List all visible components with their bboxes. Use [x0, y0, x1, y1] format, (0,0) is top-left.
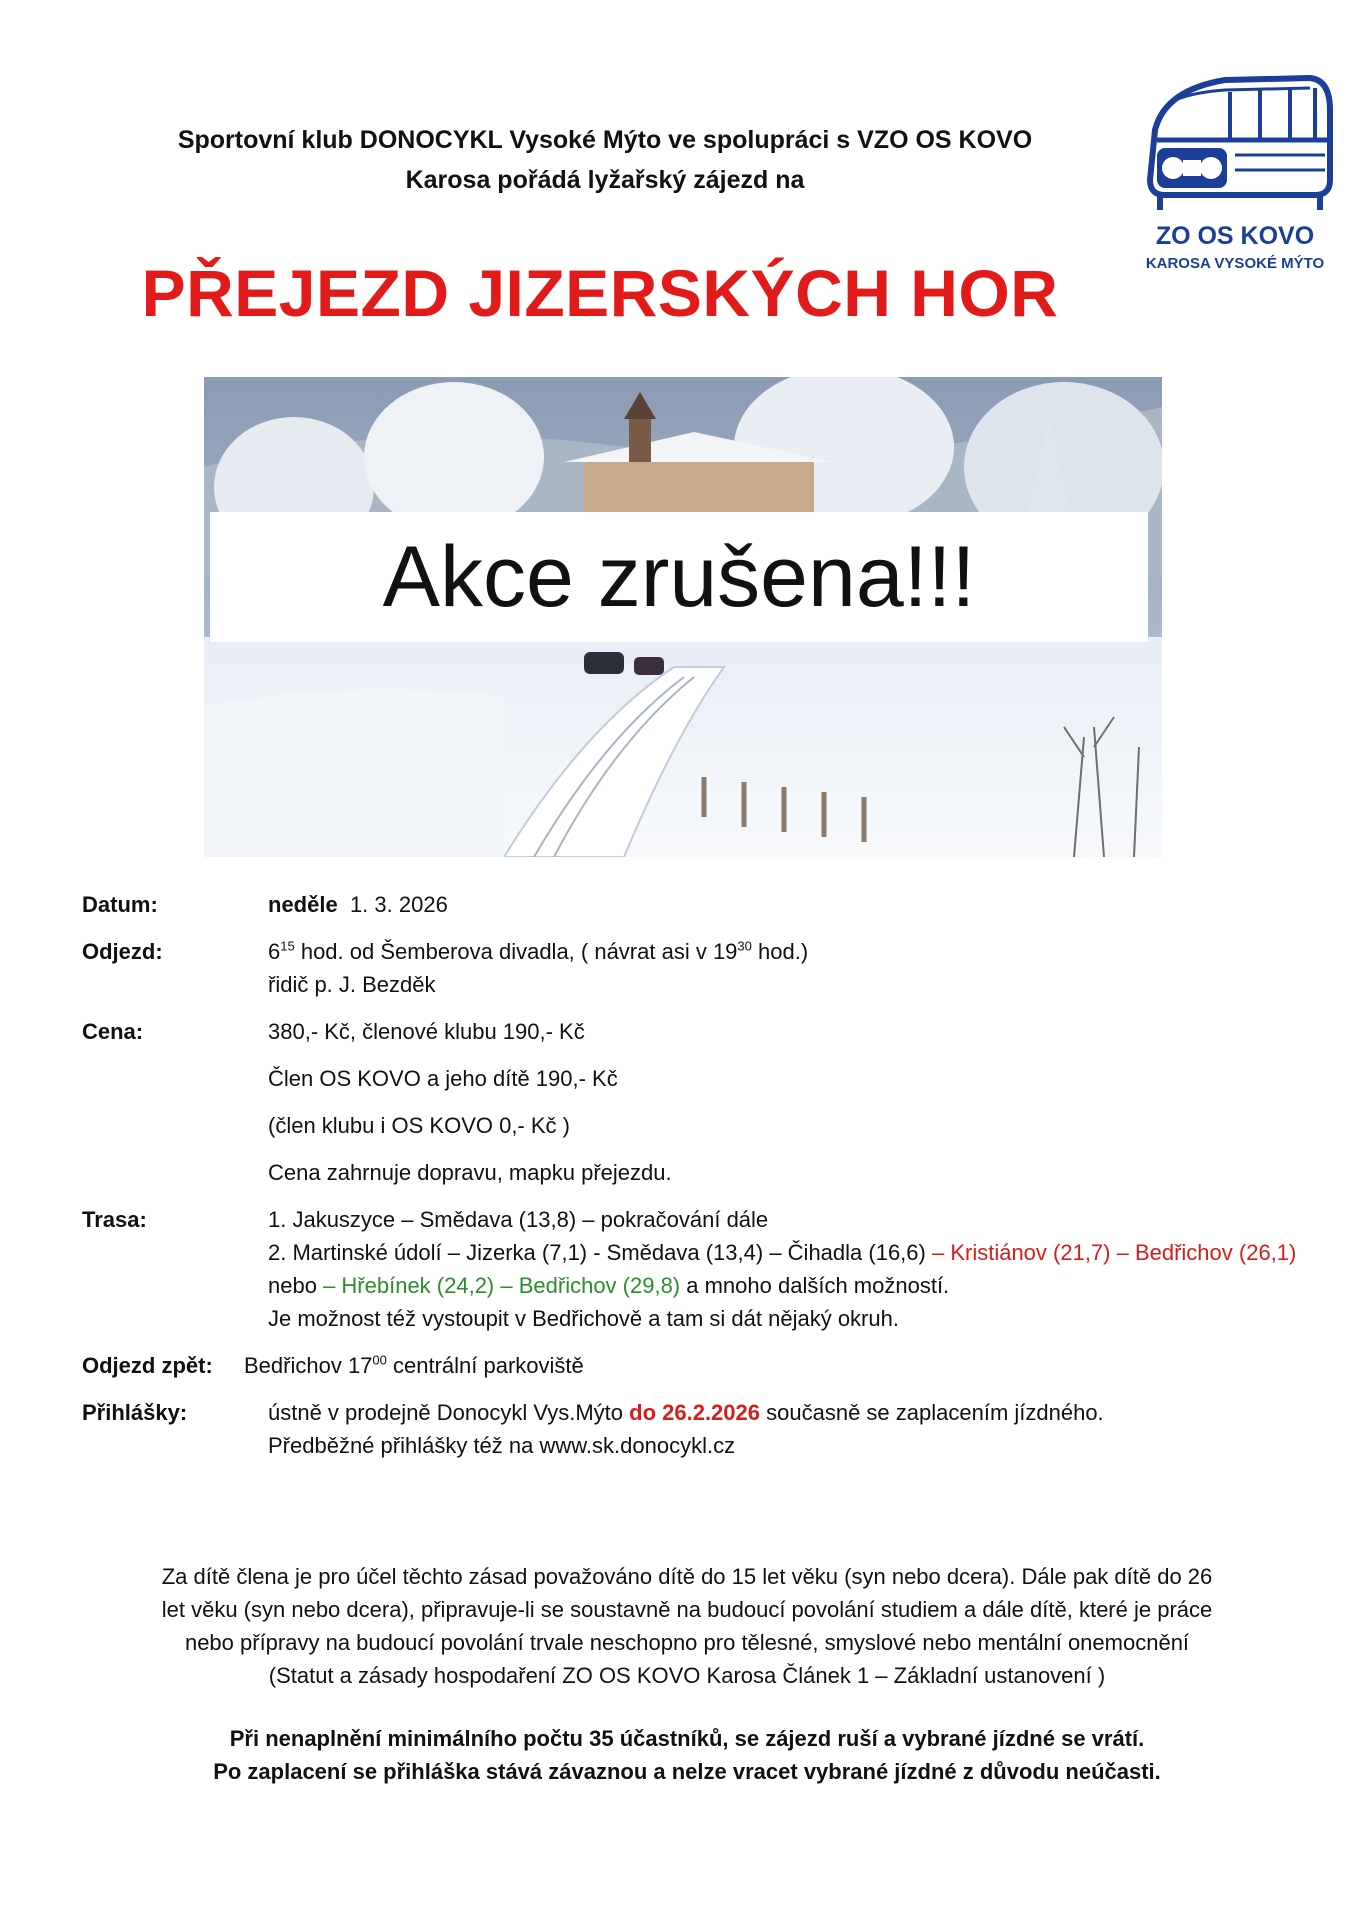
price-line-4: Cena zahrnuje dopravu, mapku přejezdu.: [268, 1160, 672, 1185]
route-1: 1. Jakuszyce – Smědava (13,8) – pokračování dále: [268, 1207, 769, 1232]
event-date: 1. 3. 2026: [349, 892, 448, 917]
label-datum: Datum:: [82, 892, 158, 917]
row-odjezd: [82, 935, 1292, 1001]
route-2: [268, 1236, 1358, 1269]
warning-line-2: Po zaplacení se přihláška stává závaznou a nelze vracet vybrané jízdné z důvodu neúčasti.: [213, 1759, 1161, 1784]
driver: řidič p. J. Bezděk: [268, 972, 436, 997]
departure-text-end: hod.): [751, 939, 809, 964]
header-line-2: Karosa pořádá lyžařský zájezd na: [405, 166, 805, 194]
route-note: Je možnost též vystoupit v Bedřichově a tam si dát nějaký okruh.: [268, 1306, 899, 1331]
warning-line-1: Při nenaplnění minimálního počtu 35 účastníků, se zájezd ruší a vybrané jízdné se vrátí.: [229, 1726, 1145, 1751]
zo-os-kovo-logo: [1125, 70, 1345, 290]
departure-hour: 6: [268, 939, 281, 964]
return-place: Bedřichov 17: [244, 1353, 373, 1378]
route-alt-suffix: a mnoho dalších možností.: [680, 1273, 950, 1298]
route-alt-prefix: nebo: [268, 1273, 324, 1298]
event-day: neděle: [268, 892, 338, 917]
row-trasa: [82, 1203, 1297, 1335]
row-datum: [82, 888, 1292, 921]
departure-minutes: 15: [280, 938, 295, 954]
return-minutes: 30: [737, 938, 752, 954]
label-odjezd: Odjezd:: [82, 939, 163, 964]
price-line-2: Člen OS KOVO a jeho dítě 190,- Kč: [268, 1066, 618, 1091]
signup-web: Předběžné přihlášky též na www.sk.donocykl.cz: [268, 1433, 736, 1458]
bus-icon: [1135, 70, 1335, 220]
conditions-warning: [82, 1722, 1292, 1788]
header-line-1: Sportovní klub DONOCYKL Vysoké Mýto ve spolupráci s VZO OS KOVO: [177, 126, 1033, 154]
route-2-text: 2. Martinské údolí – Jizerka (7,1) - Smědava (13,4) – Čihadla (16,6): [268, 1240, 932, 1265]
note-line-4: (Statut a zásady hospodaření ZO OS KOVO Karosa Článek 1 – Základní ustanovení ): [268, 1663, 1106, 1688]
event-details: [82, 888, 1297, 1476]
note-line-2: let věku (syn nebo dcera), připravuje-li se soustavně na budoucí povolání studiem a dále dítě, které je práce: [161, 1597, 1213, 1622]
label-prihlasky: Přihlášky:: [82, 1400, 188, 1425]
logo-subtitle: KAROSA VYSOKÉ MÝTO: [1145, 255, 1325, 272]
return-departure-minutes: 00: [372, 1352, 387, 1368]
departure-text: hod. od Šemberova divadla, ( návrat asi v 19: [294, 939, 738, 964]
event-title: PŘEJEZD JIZERSKÝCH HOR: [141, 256, 1059, 330]
label-cena: Cena:: [82, 1019, 144, 1044]
row-cena: [82, 1015, 1292, 1189]
logo-name: ZO OS KOVO: [1155, 222, 1315, 250]
row-odjezd-zpet: [82, 1349, 1292, 1382]
cancelled-banner: Akce zrušena!!!: [210, 512, 1148, 642]
label-trasa: Trasa:: [82, 1207, 147, 1232]
child-definition-note: [82, 1560, 1292, 1692]
route-alternative: [268, 1269, 1358, 1302]
note-line-3: nebo přípravy na budoucí povolání trvale neschopno pro tělesné, smyslové nebo mentální onemocnění: [184, 1630, 1190, 1655]
signup-text-end: současně se zaplacením jízdného.: [760, 1400, 1104, 1425]
route-2-highlight: – Kristiánov (21,7) – Bedřichov (26,1): [931, 1240, 1297, 1265]
label-odjezd-zpet: Odjezd zpět:: [82, 1353, 213, 1378]
route-alt-highlight: – Hřebínek (24,2) – Bedřichov (29,8): [323, 1273, 681, 1298]
organizer-header: [60, 120, 1150, 200]
price-line-1: 380,- Kč, členové klubu 190,- Kč: [268, 1019, 585, 1044]
return-place-text: centrální parkoviště: [386, 1353, 584, 1378]
row-prihlasky: [82, 1396, 1292, 1462]
price-line-3: (člen klubu i OS KOVO 0,- Kč ): [268, 1113, 570, 1138]
signup-text: ústně v prodejně Donocykl Vys.Mýto: [268, 1400, 630, 1425]
note-line-1: Za dítě člena je pro účel těchto zásad považováno dítě do 15 let věku (syn nebo dcera). Dále pak dítě do 26: [161, 1564, 1213, 1589]
signup-deadline: do 26.2.2026: [629, 1400, 761, 1425]
